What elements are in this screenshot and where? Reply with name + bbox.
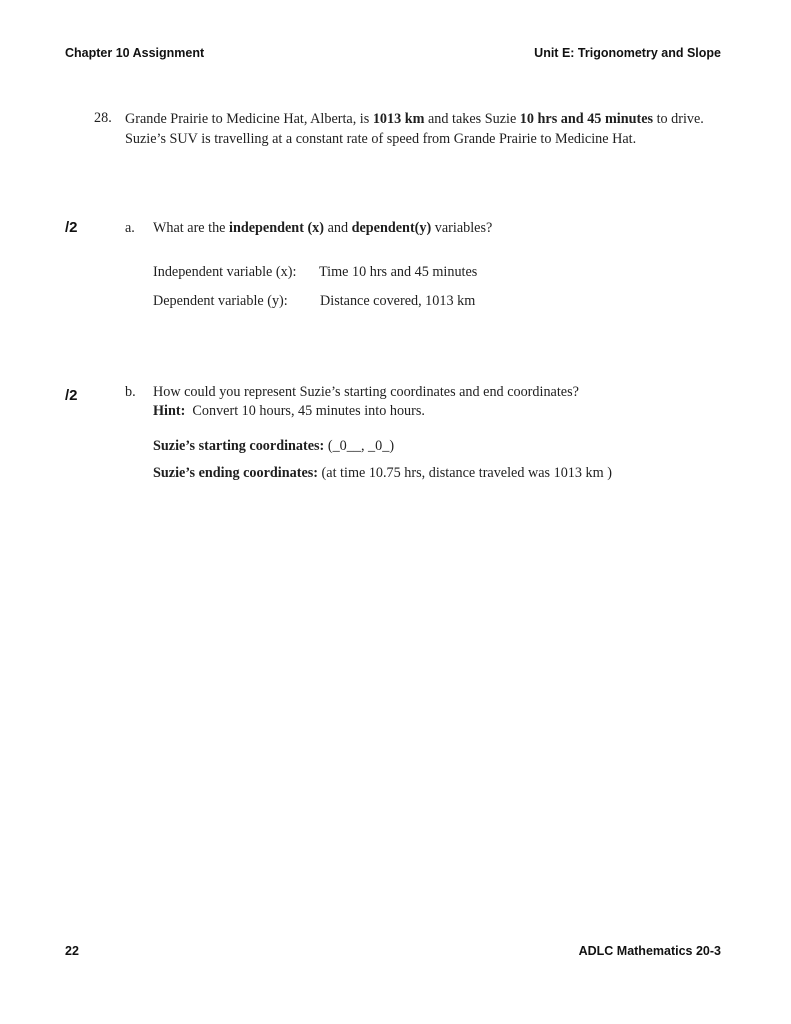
starting-coordinates-row xyxy=(153,438,394,455)
part-a-prompt-dependent: dependent(y) xyxy=(351,220,432,236)
question-number: 28. xyxy=(94,110,112,126)
question-text-part: to drive. Suzie’s SUV is travelling at a constant rate of speed from Grande Prairie to Medicine Hat. xyxy=(125,111,704,147)
starting-coordinates-label: Suzie’s starting coordinates: xyxy=(153,438,325,454)
hint-text: Convert 10 hours, 45 minutes into hours. xyxy=(185,403,425,419)
header-unit-title: Unit E: Trigonometry and Slope xyxy=(534,46,721,60)
dependent-variable-label: Dependent variable (y): xyxy=(153,293,288,309)
header-chapter-title: Chapter 10 Assignment xyxy=(65,46,205,60)
part-b-score: /2 xyxy=(65,387,78,404)
part-a-prompt xyxy=(153,220,733,237)
question-duration: 10 hrs and 45 minutes xyxy=(519,111,654,127)
hint-label: Hint: xyxy=(153,403,186,419)
ending-coordinates-answer[interactable]: (at time 10.75 hrs, distance traveled was 1013 km ) xyxy=(318,465,612,481)
independent-variable-answer[interactable]: Time 10 hrs and 45 minutes xyxy=(319,264,478,280)
part-b-prompt: How could you represent Suzie’s starting coordinates and end coordinates? xyxy=(153,384,579,400)
part-a-letter: a. xyxy=(125,220,135,236)
part-a-prompt-independent: independent (x) xyxy=(229,220,325,236)
independent-variable-label: Independent variable (x): xyxy=(153,264,297,280)
part-a-prompt-text: variables? xyxy=(431,220,493,236)
part-a-prompt-text: What are the xyxy=(153,220,230,236)
ending-coordinates-label: Suzie’s ending coordinates: xyxy=(153,465,318,481)
question-distance: 1013 km xyxy=(372,111,425,127)
question-text-part: Grande Prairie to Medicine Hat, Alberta, is xyxy=(125,111,373,127)
page-number: 22 xyxy=(65,944,79,958)
starting-coordinates-answer[interactable]: (_0__, _0_) xyxy=(324,438,395,454)
dependent-variable-row xyxy=(153,293,476,310)
part-a-score: /2 xyxy=(65,219,78,236)
part-a-prompt-text: and xyxy=(324,220,352,236)
dependent-variable-answer[interactable]: Distance covered, 1013 km xyxy=(320,293,476,309)
independent-variable-row xyxy=(153,264,478,281)
part-b-letter: b. xyxy=(125,384,136,400)
question-text-part: and takes Suzie xyxy=(424,111,520,127)
part-b-hint xyxy=(153,403,733,420)
course-name: ADLC Mathematics 20-3 xyxy=(578,944,721,958)
ending-coordinates-row xyxy=(153,465,612,482)
question-text xyxy=(125,110,725,149)
